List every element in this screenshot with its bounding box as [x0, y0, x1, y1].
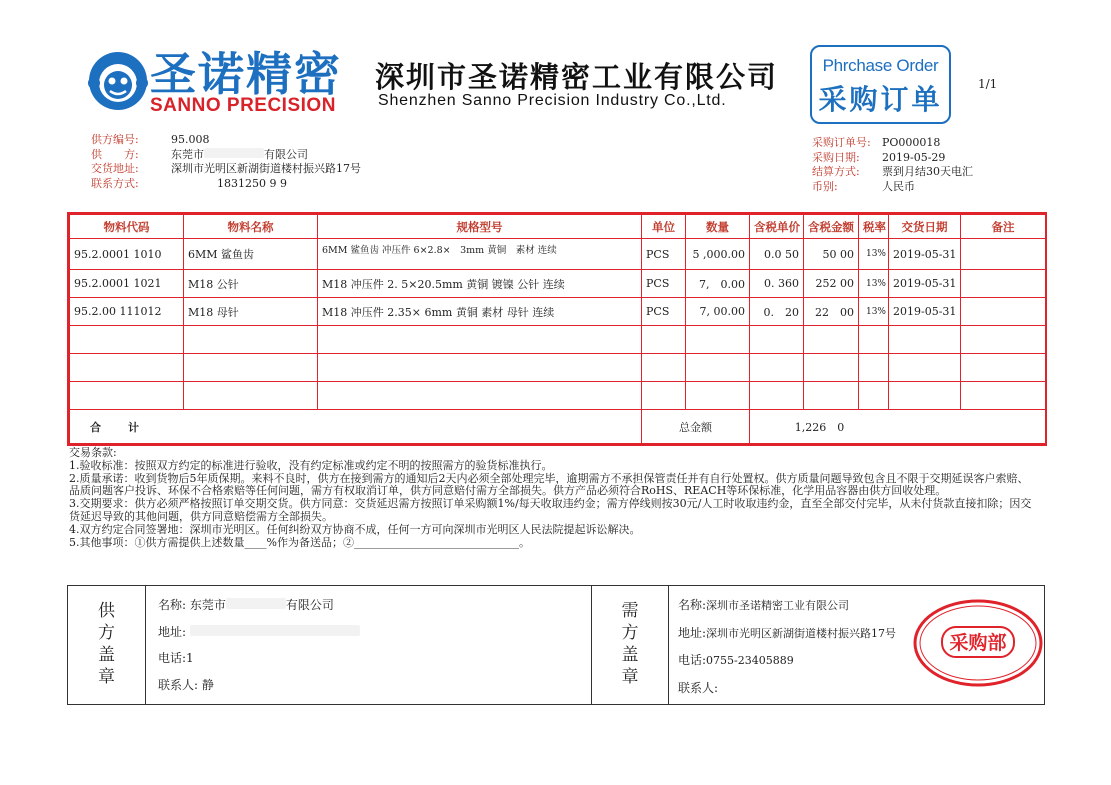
supplier-addr-label: 地址: — [158, 624, 187, 639]
terms-item: 3.交期要求：供方必须严格按照订单交期交货。供方同意：交货延迟需方按照订单采购额1%/每天收取违约金；需方停线则按30元/人工时收取违约金，直至全部交付完毕，从未付货款直接扣除；因交货延迟导致的其他问题，供方同意赔偿需方全部损失。 — [69, 497, 1032, 523]
po-title-en: Phrchase Order — [822, 56, 939, 75]
order-date: 2019-05-29 — [882, 150, 946, 164]
order-info — [812, 136, 973, 194]
cell-spec: 6MM 鲨鱼齿 冲压件 6×2.8× 3mm 黄铜 素材 连续 — [318, 239, 642, 270]
total-label: 合 计 — [70, 410, 642, 444]
cell-code: 95.2.0001 1010 — [70, 239, 184, 270]
contact-label: 联系方式: — [91, 176, 139, 190]
po-title-cn: 采购订单 — [818, 83, 943, 116]
cell-code: 95.2.00 111012 — [70, 298, 184, 326]
table-row — [70, 239, 1046, 270]
settlement-label: 结算方式: — [812, 165, 860, 178]
cell-name: M18 公针 — [184, 270, 318, 298]
supplier-sign-info — [158, 592, 360, 698]
cell-date: 2019-05-31 — [889, 298, 961, 326]
trade-terms — [69, 447, 1039, 549]
col-header: 物料名称 — [184, 215, 318, 239]
table-row-empty — [70, 326, 1046, 354]
seal-dept-text: 采购部 — [949, 632, 1007, 654]
buyer-sign-info — [678, 592, 896, 701]
signature-block — [67, 585, 1045, 705]
cell-price: 0. 20 — [750, 298, 804, 326]
col-header: 交货日期 — [889, 215, 961, 239]
company-name-en: Shenzhen Sanno Precision Industry Co.,Ltd. — [378, 92, 727, 109]
supplier-info — [91, 133, 361, 191]
cell-unit: PCS — [642, 298, 686, 326]
buyer-name: 深圳市圣诺精密工业有限公司 — [706, 599, 850, 612]
supplier-name-label: 名称: — [158, 598, 187, 612]
buyer-tel: 0755-23405889 — [706, 654, 794, 667]
cell-tax: 13% — [859, 239, 889, 270]
cell-unit: PCS — [642, 239, 686, 270]
cell-qty: 5 ,000.00 — [686, 239, 750, 270]
cell-price: 0. 360 — [750, 270, 804, 298]
supplier-seal-label: 供方盖章 — [68, 586, 146, 704]
table-row — [70, 270, 1046, 298]
redacted-mask — [226, 598, 286, 609]
table-header-row — [70, 215, 1046, 239]
col-header: 含税单价 — [750, 215, 804, 239]
table-row-empty — [70, 354, 1046, 382]
order-no: PO000018 — [882, 136, 941, 149]
col-header: 单位 — [642, 215, 686, 239]
col-header: 规格型号 — [318, 215, 642, 239]
settlement-value: 票到月结30天电汇 — [882, 165, 973, 178]
logo-chinese: 圣诺精密 — [150, 47, 342, 101]
supplier-contact-label: 联系人: — [158, 677, 199, 692]
supplier-code: 95.008 — [171, 133, 210, 146]
cell-tax: 13% — [859, 270, 889, 298]
buyer-tel-label: 电话: — [678, 653, 707, 667]
supplier-name-b: 有限公司 — [264, 147, 308, 161]
cell-qty: 7, 00.00 — [686, 298, 750, 326]
total-amount-label: 总金额 — [642, 410, 750, 444]
company-seal-stamp — [912, 598, 1044, 688]
supplier-code-label: 供方编号: — [91, 133, 139, 146]
buyer-name-label: 名称: — [678, 598, 707, 612]
delivery-address: 深圳市光明区新湖街道楼村振兴路17号 — [171, 162, 361, 175]
col-header: 含税金额 — [804, 215, 859, 239]
currency-label: 币别: — [812, 179, 838, 193]
terms-item: 1.验收标准：按照双方约定的标准进行验收，没有约定标准或约定不明的按照需方的验货标准执行。 — [69, 458, 553, 472]
order-date-label: 采购日期: — [812, 150, 860, 164]
cell-amount: 252 00 — [804, 270, 859, 298]
terms-item: 5.其他事项：①供方需提供上述数量____%作为备送品；②______________________________。 — [69, 535, 530, 549]
cell-tax: 13% — [859, 298, 889, 326]
cell-date: 2019-05-31 — [889, 270, 961, 298]
cell-qty: 7, 0.00 — [686, 270, 750, 298]
table-row — [70, 298, 1046, 326]
cell-amount: 50 00 — [804, 239, 859, 270]
supplier-name-a: 东莞市 — [171, 147, 204, 161]
cell-code: 95.2.0001 1021 — [70, 270, 184, 298]
cell-amount: 22 00 — [804, 298, 859, 326]
buyer-contact-label: 联系人: — [678, 680, 719, 695]
supplier-tel: 1 — [186, 651, 194, 665]
delivery-address-label: 交货地址: — [91, 162, 139, 175]
buyer-addr-label: 地址: — [678, 625, 707, 640]
col-header: 数量 — [686, 215, 750, 239]
table-total-row — [70, 410, 1046, 444]
supplier-sign-name-a: 东莞市 — [189, 598, 226, 612]
col-header: 物料代码 — [70, 215, 184, 239]
purchase-order-badge — [810, 45, 951, 124]
page-number: 1/1 — [978, 77, 998, 91]
cell-date: 2019-05-31 — [889, 239, 961, 270]
cell-unit: PCS — [642, 270, 686, 298]
cell-name: 6MM 鲨鱼齿 — [184, 239, 318, 270]
order-table — [67, 212, 1047, 446]
redacted-mask — [204, 148, 264, 158]
terms-title: 交易条款: — [69, 446, 117, 459]
terms-item: 4.双方约定合同签署地：深圳市光明区。任何纠纷双方协商不成，任何一方可向深圳市光明区人民法院提起诉讼解决。 — [69, 522, 641, 536]
redacted-mask — [190, 625, 360, 636]
cell-price: 0.0 50 — [750, 239, 804, 270]
cell-name: M18 母针 — [184, 298, 318, 326]
logo-english: SANNO PRECISION — [150, 95, 336, 116]
table-row-empty — [70, 382, 1046, 410]
buyer-addr: 深圳市光明区新湖街道楼村振兴路17号 — [706, 626, 897, 640]
col-header: 备注 — [961, 215, 1046, 239]
cell-note — [961, 298, 1046, 326]
supplier-sign-name-b: 有限公司 — [285, 598, 334, 612]
buyer-seal-label: 需方盖章 — [591, 586, 669, 704]
cell-note — [961, 270, 1046, 298]
company-name-cn: 深圳市圣诺精密工业有限公司 — [375, 60, 779, 94]
total-amount: 1,226 0 — [750, 410, 1046, 444]
cell-note — [961, 239, 1046, 270]
terms-item: 2.质量承诺：收到货物后5年质保期。来料不良时，供方在接到需方的通知后2天内必须全部处理完毕，逾期需方不承担保管责任并有自行处置权。供方质量问题导致包含且不限于交期延误客户索赔、品质问题客户投诉、环保不合格索赔等任何问题，需方有权取消订单，供方同意赔付需方全部损失。供方产品必须符合RoHS、REACH等环保标准，化学用品容器由供方回收处理。 — [69, 471, 1029, 498]
currency-value: 人民币 — [882, 179, 915, 193]
cell-spec: M18 冲压件 2. 5×20.5mm 黄铜 镀镍 公针 连续 — [318, 270, 642, 298]
cell-spec: M18 冲压件 2.35× 6mm 黄铜 素材 母针 连续 — [318, 298, 642, 326]
col-header: 税率 — [859, 215, 889, 239]
monkey-logo-icon — [88, 47, 148, 115]
supplier-name-label: 供 方: — [91, 147, 139, 161]
order-no-label: 采购订单号: — [812, 136, 871, 149]
contact-value: 1831250 9 9 — [217, 176, 287, 190]
supplier-tel-label: 电话: — [158, 651, 187, 665]
supplier-contact: 静 — [201, 677, 214, 692]
